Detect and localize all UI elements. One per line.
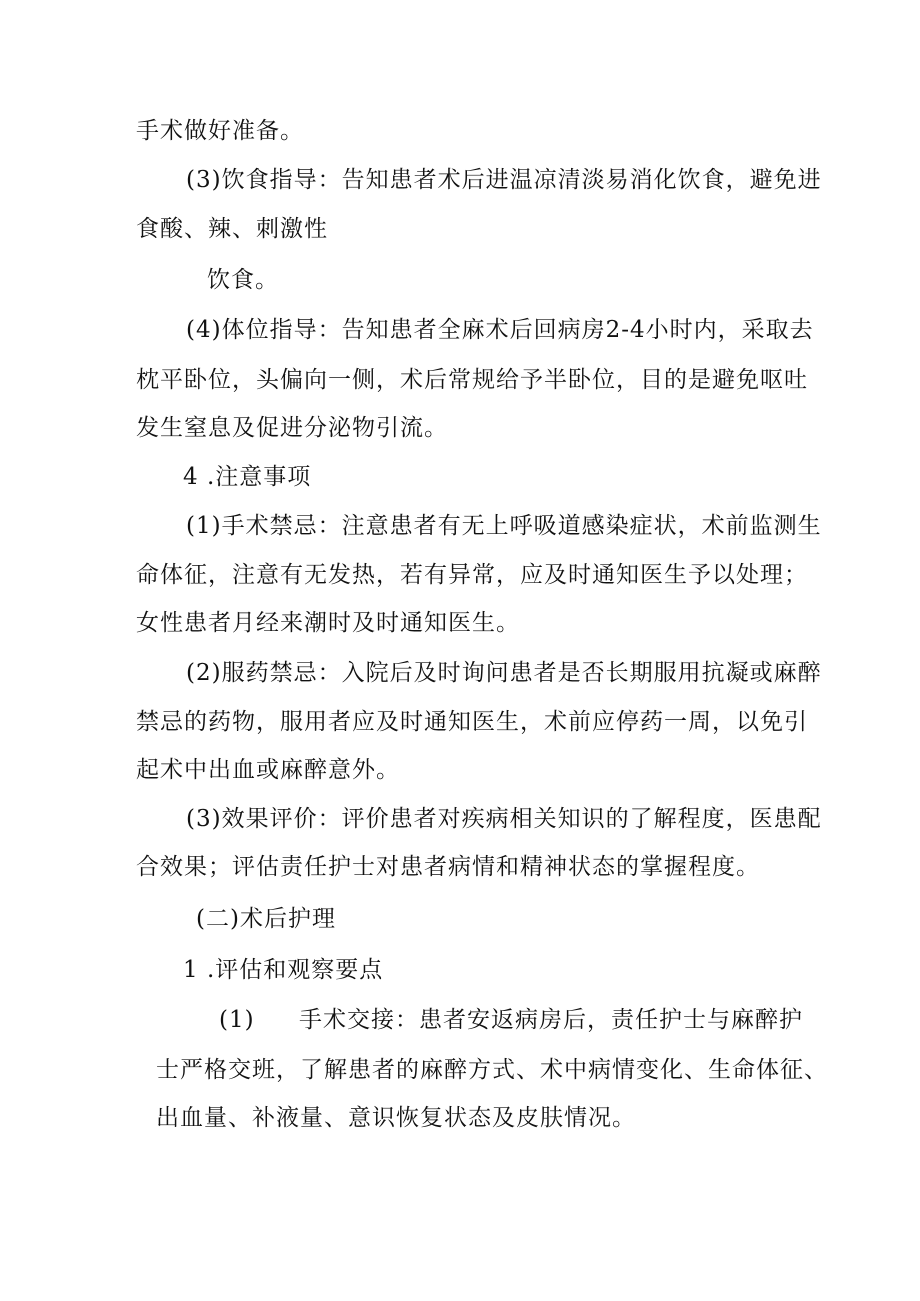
text-line-16: 合效果；评估责任护士对患者病情和精神状态的掌握程度。 <box>136 854 760 880</box>
text-line-9: (1)手术禁忌：注意患者有无上呼吸道感染症状，术前监测生 <box>186 513 822 539</box>
text-line-11: 女性患者月经来潮时及时通知医生。 <box>136 610 520 636</box>
text-line-10: 命体征，注意有无发热，若有异常，应及时通知医生予以处理； <box>136 562 808 588</box>
text-line-20: 士严格交班，了解患者的麻醉方式、术中病情变化、生命体征、 <box>156 1057 828 1083</box>
section-heading-postop: (二)术后护理 <box>196 906 336 932</box>
text-line-4: 饮食。 <box>207 267 279 293</box>
text-line-19-number: (1) <box>219 1007 255 1033</box>
section-heading-4: 4 .注意事项 <box>183 464 312 490</box>
text-line-13: 禁忌的药物，服用者应及时通知医生，术前应停药一周，以免引 <box>136 709 808 735</box>
section-heading-1: 1 .评估和观察要点 <box>183 957 384 983</box>
text-line-7: 发生窒息及促进分泌物引流。 <box>136 415 448 441</box>
text-line-19-body: 手术交接：患者安返病房后，责任护士与麻醉护 <box>299 1007 803 1033</box>
text-line-6: 枕平卧位，头偏向一侧，术后常规给予半卧位，目的是避免呕吐 <box>136 367 808 393</box>
text-line-1: 手术做好准备。 <box>136 118 304 144</box>
text-line-12: (2)服药禁忌：入院后及时询问患者是否长期服用抗凝或麻醉 <box>186 660 822 686</box>
text-line-14: 起术中出血或麻醉意外。 <box>136 757 400 783</box>
text-line-15: (3)效果评价：评价患者对疾病相关知识的了解程度，医患配 <box>186 806 822 832</box>
text-line-21: 出血量、补液量、意识恢复状态及皮肤情况。 <box>156 1105 636 1131</box>
text-line-3: 食酸、辣、刺激性 <box>136 216 328 242</box>
text-line-2: (3)饮食指导：告知患者术后进温凉清淡易消化饮食，避免进 <box>186 167 822 193</box>
text-line-5: (4)体位指导：告知患者全麻术后回病房2-4小时内，采取去 <box>186 317 814 343</box>
